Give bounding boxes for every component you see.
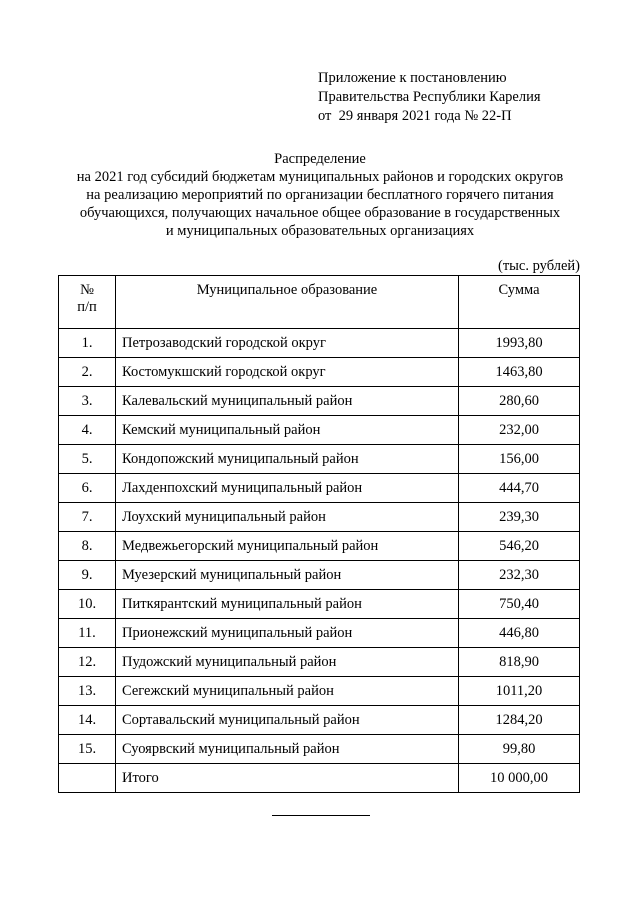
table-row (59, 706, 580, 735)
row-municipality: Кондопожский муниципальный район (116, 445, 459, 474)
total-row (59, 764, 580, 793)
row-sum: 444,70 (459, 474, 580, 503)
row-municipality: Сегежский муниципальный район (116, 677, 459, 706)
table-body (59, 329, 580, 793)
row-number: 5. (59, 445, 116, 474)
header-number-line1: № (80, 282, 94, 298)
row-sum: 280,60 (459, 387, 580, 416)
row-municipality: Кемский муниципальный район (116, 416, 459, 445)
row-number: 8. (59, 532, 116, 561)
table-row (59, 677, 580, 706)
row-municipality: Итого (116, 764, 459, 793)
table-row (59, 735, 580, 764)
table-row (59, 619, 580, 648)
row-municipality: Суоярвский муниципальный район (116, 735, 459, 764)
row-sum: 1011,20 (459, 677, 580, 706)
row-number: 9. (59, 561, 116, 590)
table-row (59, 445, 580, 474)
row-number: 14. (59, 706, 116, 735)
row-sum: 1993,80 (459, 329, 580, 358)
row-number: 1. (59, 329, 116, 358)
row-municipality: Пудожский муниципальный район (116, 648, 459, 677)
row-number: 12. (59, 648, 116, 677)
row-number: 10. (59, 590, 116, 619)
table-header-row (59, 276, 580, 329)
appendix-line: Правительства Республики Карелия (318, 89, 541, 105)
row-municipality: Лахденпохский муниципальный район (116, 474, 459, 503)
row-sum: 1284,20 (459, 706, 580, 735)
row-sum: 10 000,00 (459, 764, 580, 793)
signature-line (272, 815, 370, 816)
header-number-line2: п/п (77, 299, 97, 315)
header-municipality: Муниципальное образование (116, 276, 459, 329)
row-municipality: Сортавальский муниципальный район (116, 706, 459, 735)
table-row (59, 358, 580, 387)
table-row (59, 561, 580, 590)
heading-line: на реализацию мероприятий по организации бесплатного горячего питания (86, 187, 554, 203)
row-municipality: Петрозаводский городской округ (116, 329, 459, 358)
heading-line: и муниципальных образовательных организациях (165, 223, 475, 239)
row-municipality: Муезерский муниципальный район (116, 561, 459, 590)
table-row (59, 416, 580, 445)
row-sum: 232,00 (459, 416, 580, 445)
units-label: (тыс. рублей) (498, 258, 580, 274)
row-municipality: Лоухский муниципальный район (116, 503, 459, 532)
row-number (59, 764, 116, 793)
header-sum: Сумма (459, 276, 580, 329)
row-number: 15. (59, 735, 116, 764)
row-sum: 232,30 (459, 561, 580, 590)
row-municipality: Медвежьегорский муниципальный район (116, 532, 459, 561)
row-number: 3. (59, 387, 116, 416)
row-number: 4. (59, 416, 116, 445)
row-number: 6. (59, 474, 116, 503)
table-row (59, 532, 580, 561)
row-number: 7. (59, 503, 116, 532)
row-municipality: Питкярантский муниципальный район (116, 590, 459, 619)
table-row (59, 648, 580, 677)
row-sum: 750,40 (459, 590, 580, 619)
table-row (59, 329, 580, 358)
row-sum: 239,30 (459, 503, 580, 532)
header-number (59, 276, 116, 329)
table-row (59, 474, 580, 503)
row-sum: 818,90 (459, 648, 580, 677)
appendix-line: от 29 января 2021 года № 22-П (318, 108, 512, 124)
table-row (59, 503, 580, 532)
row-sum: 546,20 (459, 532, 580, 561)
row-sum: 446,80 (459, 619, 580, 648)
row-municipality: Костомукшский городской округ (116, 358, 459, 387)
appendix-reference (318, 69, 541, 126)
row-municipality: Прионежский муниципальный район (116, 619, 459, 648)
document-heading (40, 150, 600, 240)
row-number: 13. (59, 677, 116, 706)
document-title: Распределение (274, 151, 366, 167)
row-sum: 1463,80 (459, 358, 580, 387)
row-municipality: Калевальский муниципальный район (116, 387, 459, 416)
appendix-line: Приложение к постановлению (318, 70, 507, 86)
table-row (59, 590, 580, 619)
row-number: 2. (59, 358, 116, 387)
table-row (59, 387, 580, 416)
heading-line: обучающихся, получающих начальное общее образование в государственных (79, 205, 561, 221)
row-number: 11. (59, 619, 116, 648)
row-sum: 156,00 (459, 445, 580, 474)
row-sum: 99,80 (459, 735, 580, 764)
heading-line: на 2021 год субсидий бюджетам муниципальных районов и городских округов (76, 169, 564, 185)
distribution-table (58, 275, 580, 793)
